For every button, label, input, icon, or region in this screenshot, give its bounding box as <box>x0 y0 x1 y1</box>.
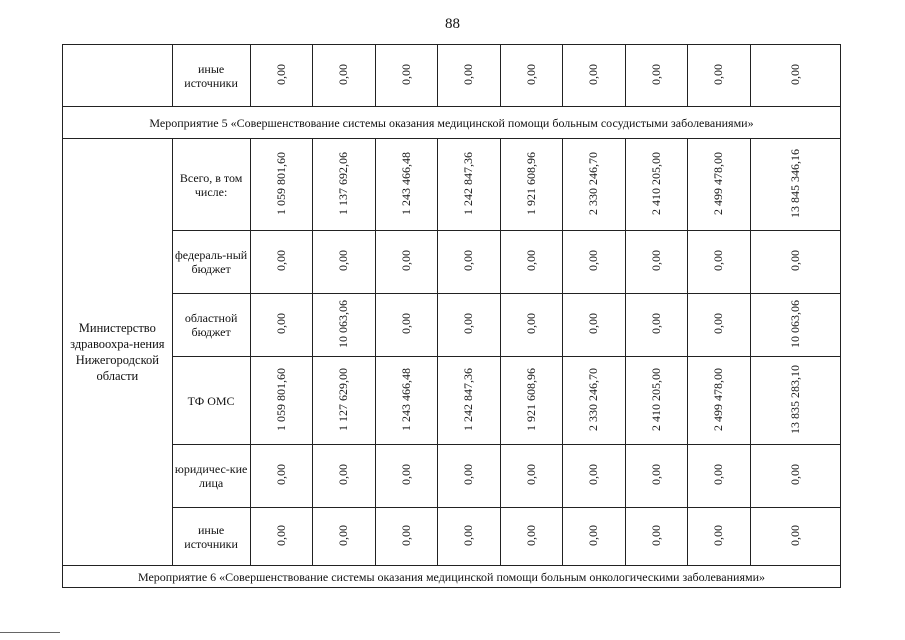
value-cell: 0,00 <box>375 508 438 566</box>
value-cell: 0,00 <box>438 231 501 294</box>
footnote-rule <box>0 632 60 633</box>
value-cell: 0,00 <box>563 45 626 107</box>
table-row <box>63 45 841 107</box>
value-cell: 0,00 <box>250 231 313 294</box>
value-cell: 0,00 <box>500 231 563 294</box>
row-label: Всего, в том числе: <box>172 139 250 231</box>
table-row <box>63 445 841 508</box>
value-cell: 0,00 <box>375 445 438 508</box>
value-cell: 0,00 <box>375 45 438 107</box>
value-cell: 1 243 466,48 <box>375 139 438 231</box>
value-cell: 0,00 <box>500 508 563 566</box>
value-cell: 1 921 608,96 <box>500 139 563 231</box>
value-cell: 1 059 801,60 <box>250 139 313 231</box>
value-cell: 2 410 205,00 <box>625 139 688 231</box>
value-cell: 1 242 847,36 <box>438 357 501 445</box>
value-cell: 2 330 246,70 <box>563 139 626 231</box>
value-cell: 0,00 <box>500 445 563 508</box>
financing-table <box>62 44 841 588</box>
page-number: 88 <box>445 16 460 32</box>
table-row <box>63 294 841 357</box>
value-cell: 1 243 466,48 <box>375 357 438 445</box>
value-cell: 1 921 608,96 <box>500 357 563 445</box>
value-cell: 13 835 283,10 <box>750 357 840 445</box>
value-cell: 0,00 <box>375 294 438 357</box>
value-cell: 13 845 346,16 <box>750 139 840 231</box>
value-cell: 1 242 847,36 <box>438 139 501 231</box>
event-5-title: Мероприятие 5 «Совершенствование системы оказания медицинской помощи больным сосудистыми заболеваниями» <box>63 107 841 139</box>
value-cell: 0,00 <box>438 445 501 508</box>
value-cell: 0,00 <box>625 445 688 508</box>
value-cell: 0,00 <box>563 508 626 566</box>
value-cell: 0,00 <box>563 445 626 508</box>
value-cell: 0,00 <box>750 231 840 294</box>
row-label: федераль-ный бюджет <box>172 231 250 294</box>
table-row <box>63 508 841 566</box>
value-cell: 0,00 <box>750 508 840 566</box>
row-label: иные источники <box>172 45 250 107</box>
event-row <box>63 107 841 139</box>
value-cell: 0,00 <box>250 45 313 107</box>
value-cell: 2 499 478,00 <box>688 139 751 231</box>
value-cell: 0,00 <box>688 445 751 508</box>
event-6-title: Мероприятие 6 «Совершенствование системы оказания медицинской помощи больным онкологическими заболеваниями» <box>63 566 841 588</box>
empty-cell <box>63 45 173 107</box>
value-cell: 0,00 <box>625 294 688 357</box>
value-cell: 0,00 <box>313 508 376 566</box>
table-row <box>63 139 841 231</box>
table-row <box>63 231 841 294</box>
value-cell: 2 410 205,00 <box>625 357 688 445</box>
row-label: юридичес-кие лица <box>172 445 250 508</box>
executor-cell: Министерство здравоохра-нения Нижегородской области <box>63 139 173 566</box>
value-cell: 0,00 <box>688 45 751 107</box>
value-cell: 0,00 <box>500 294 563 357</box>
value-cell: 0,00 <box>625 45 688 107</box>
value-cell: 0,00 <box>563 294 626 357</box>
value-cell: 1 127 629,00 <box>313 357 376 445</box>
value-cell: 0,00 <box>563 231 626 294</box>
table-row <box>63 357 841 445</box>
value-cell: 0,00 <box>250 508 313 566</box>
value-cell: 0,00 <box>250 445 313 508</box>
value-cell: 0,00 <box>438 294 501 357</box>
value-cell: 0,00 <box>313 445 376 508</box>
value-cell: 0,00 <box>625 508 688 566</box>
value-cell: 1 137 692,06 <box>313 139 376 231</box>
value-cell: 0,00 <box>375 231 438 294</box>
value-cell: 0,00 <box>438 508 501 566</box>
row-label: областной бюджет <box>172 294 250 357</box>
value-cell: 2 499 478,00 <box>688 357 751 445</box>
value-cell: 0,00 <box>688 508 751 566</box>
event-row <box>63 566 841 588</box>
value-cell: 0,00 <box>625 231 688 294</box>
value-cell: 1 059 801,60 <box>250 357 313 445</box>
value-cell: 10 063,06 <box>313 294 376 357</box>
value-cell: 10 063,06 <box>750 294 840 357</box>
value-cell: 0,00 <box>313 231 376 294</box>
value-cell: 2 330 246,70 <box>563 357 626 445</box>
value-cell: 0,00 <box>688 294 751 357</box>
value-cell: 0,00 <box>500 45 563 107</box>
row-label: ТФ ОМС <box>172 357 250 445</box>
value-cell: 0,00 <box>750 45 840 107</box>
value-cell: 0,00 <box>438 45 501 107</box>
value-cell: 0,00 <box>750 445 840 508</box>
row-label: иные источники <box>172 508 250 566</box>
value-cell: 0,00 <box>313 45 376 107</box>
value-cell: 0,00 <box>250 294 313 357</box>
value-cell: 0,00 <box>688 231 751 294</box>
